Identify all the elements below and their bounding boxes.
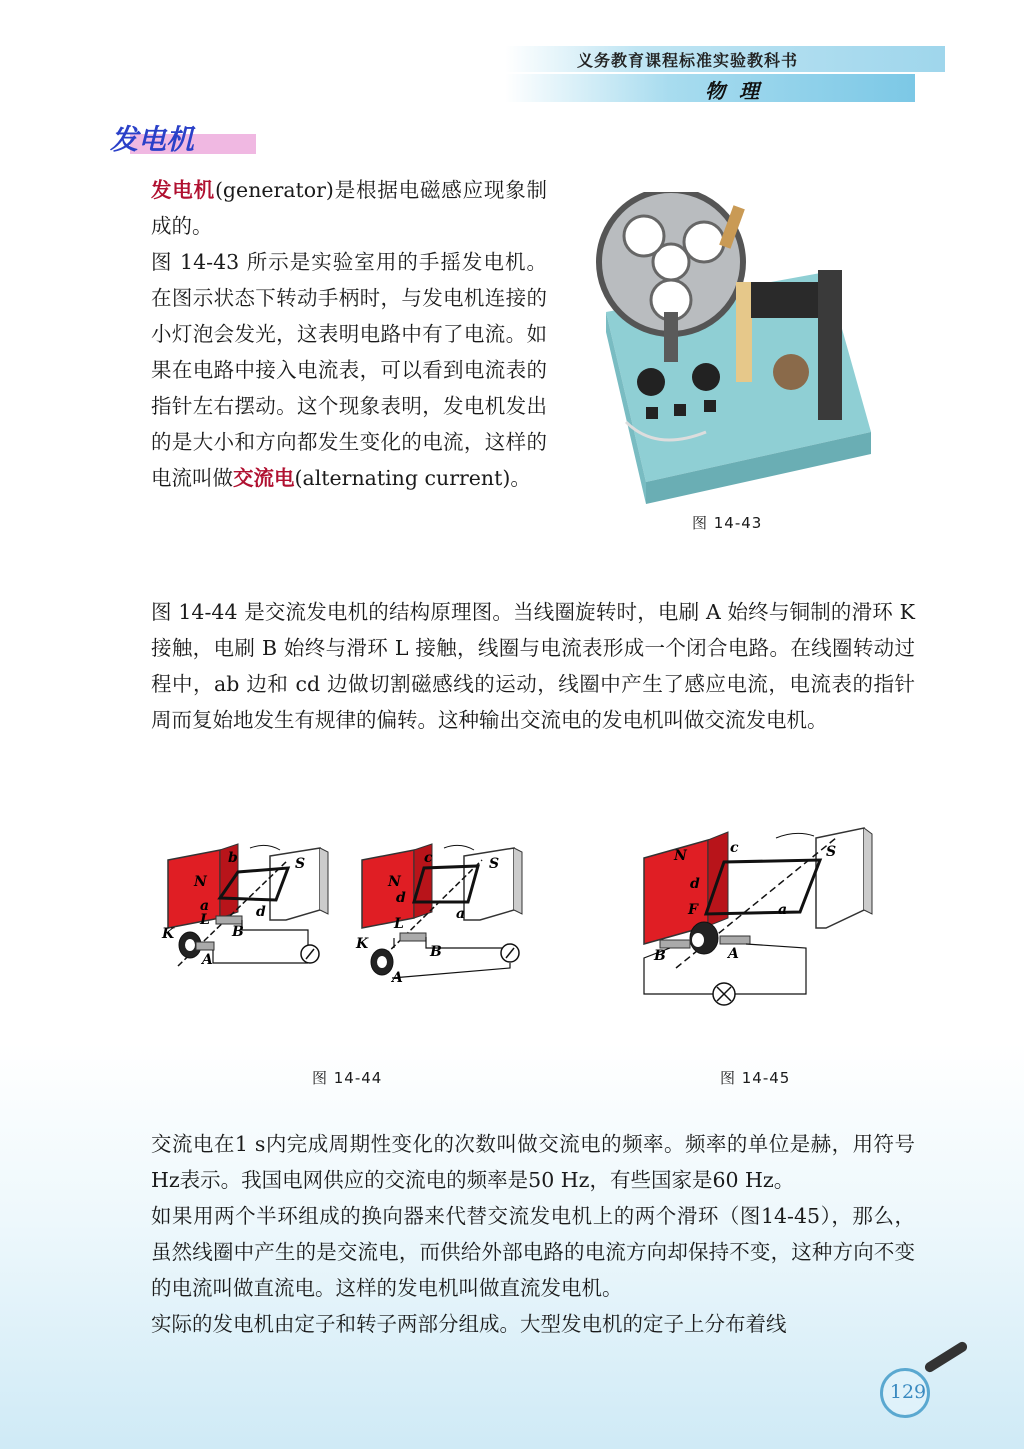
- page-number-magnifier: [880, 1368, 930, 1418]
- section-title-text: 发电机: [110, 123, 195, 156]
- magnifier-handle-icon: [923, 1340, 969, 1374]
- label-N: N: [674, 848, 687, 864]
- section-title: [110, 118, 194, 158]
- header-subject-text: 物理: [705, 79, 773, 103]
- label-A: A: [202, 952, 213, 968]
- paragraph-hand-generator-text: 图 14-43 所示是实验室用的手摇发电机。在图示状态下转动手柄时，与发电机连接的小灯泡会发光，这表明电路中有了电流。如果在电路中接入电流表，可以看到电流表的指针左右摆动。这个现象表明，发电机发出的是大小和方向都发生变化的电流，这样的电流叫做: [151, 250, 547, 490]
- paragraph-generator-definition: [110, 172, 547, 244]
- header-subject-band: [505, 74, 915, 102]
- label-b: b: [228, 850, 238, 866]
- label-L: L: [394, 916, 404, 932]
- paragraph-frequency: 交流电在1 s内完成周期性变化的次数叫做交流电的频率。频率的单位是赫，用符号Hz表示。我国电网供应的交流电的频率是50 Hz，有些国家是60 Hz。: [151, 1132, 915, 1192]
- label-B: B: [654, 948, 666, 964]
- page-number: 129: [889, 1381, 927, 1403]
- label-K: K: [162, 926, 175, 942]
- paragraph-hand-generator: [110, 244, 547, 496]
- label-S: S: [489, 856, 500, 872]
- label-F: F: [688, 902, 698, 918]
- label-a: a: [778, 902, 788, 918]
- paragraph-stator-rotor: 实际的发电机由定子和转子两部分组成。大型发电机的定子上分布着线: [151, 1312, 787, 1336]
- label-d: d: [256, 904, 266, 920]
- paragraph-generator-definition-text: (generator)是根据电磁感应现象制成的。: [151, 178, 547, 238]
- figure-14-45-caption: 图 14-45: [720, 1069, 791, 1087]
- label-a: a: [456, 906, 466, 922]
- label-A: A: [392, 970, 403, 986]
- figure-14-43-caption: 图 14-43: [692, 514, 763, 532]
- label-c: c: [424, 850, 433, 866]
- paragraph-commutator: 如果用两个半环组成的换向器来代替交流发电机上的两个滑环（图14-45），那么，虽然线圈中产生的是交流电，而供给外部电路的电流方向却保持不变，这种方向不变的电流叫做直流电。这样的发电机叫做直流发电机。: [151, 1204, 915, 1300]
- label-d: d: [690, 876, 700, 892]
- label-d: d: [396, 890, 406, 906]
- paragraph-ac-generator: 图 14-44 是交流发电机的结构原理图。当线圈旋转时，电刷 A 始终与铜制的滑环 K 接触，电刷 B 始终与滑环 L 接触，线圈与电流表形成一个闭合电路。在线圈转动过程中，ab 边和 cd 边做切割磁感线的运动，线圈中产生了感应电流，电流表的指针周而复始地发生有规律的偏转。这种输出交流电的发电机叫做交流发电机。: [151, 600, 915, 732]
- label-K: K: [356, 936, 369, 952]
- label-S: S: [295, 856, 306, 872]
- label-c: c: [730, 840, 739, 856]
- label-L: L: [200, 912, 210, 928]
- label-A: A: [728, 946, 739, 962]
- term-alternating-current: 交流电: [233, 466, 295, 490]
- header-series-band: [505, 46, 945, 72]
- label-a: a: [200, 898, 210, 914]
- label-N: N: [388, 874, 401, 890]
- fig-14-44-diagram-left: [158, 838, 338, 980]
- label-B: B: [232, 924, 244, 940]
- label-B: B: [430, 944, 442, 960]
- label-S: S: [826, 844, 837, 860]
- hand-crank-generator-photo: [586, 192, 876, 504]
- term-generator: 发电机: [151, 178, 215, 202]
- figure-14-44-caption: 图 14-44: [312, 1069, 383, 1087]
- fig-14-45-diagram: [636, 818, 876, 1014]
- paragraph-hand-generator-tail: (alternating current)。: [294, 466, 531, 490]
- fig-14-44-diagram-right: [352, 838, 532, 988]
- label-N: N: [194, 874, 207, 890]
- header-series-text: 义务教育课程标准实验教科书: [577, 51, 799, 70]
